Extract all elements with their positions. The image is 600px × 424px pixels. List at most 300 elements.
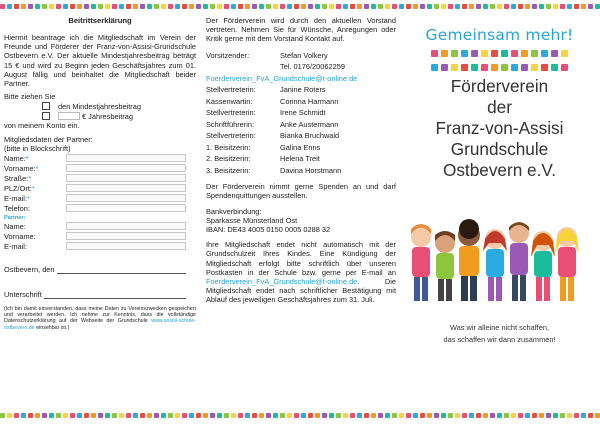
border-square — [490, 4, 495, 9]
cover-title — [403, 76, 596, 181]
border-square — [280, 4, 285, 9]
board-member-row — [206, 84, 396, 96]
logo-square — [481, 64, 488, 71]
border-square — [294, 413, 299, 418]
chair-phone: Tel. 0176/20062259 — [280, 62, 345, 72]
row-partner-vorname — [4, 231, 196, 241]
logo-square — [501, 50, 508, 57]
border-square — [406, 413, 411, 418]
logo-square — [541, 50, 548, 57]
privacy-end: einsehbar ist.) — [36, 324, 70, 331]
border-square — [483, 413, 488, 418]
border-square — [21, 413, 26, 418]
border-square — [455, 4, 460, 9]
border-square — [147, 413, 152, 418]
logo-square — [431, 64, 438, 71]
border-square — [560, 413, 565, 418]
border-square — [497, 413, 502, 418]
border-square — [14, 413, 19, 418]
border-square — [392, 413, 397, 418]
border-square — [77, 4, 82, 9]
border-square — [42, 413, 47, 418]
border-square — [336, 4, 341, 9]
logo-text: Gemeinsam mehr! — [425, 26, 574, 44]
border-square — [126, 413, 131, 418]
logo-square — [501, 64, 508, 71]
termination-email-link[interactable]: Foerderverein_FvA_Grundschule@t-online.de — [206, 276, 358, 286]
border-square — [245, 4, 250, 9]
bottom-color-border — [0, 413, 600, 419]
board-member-row — [206, 153, 396, 165]
logo-square — [461, 50, 468, 57]
border-square — [112, 4, 117, 9]
board-name: Bianka Bruchwald — [280, 131, 340, 141]
row-strasse — [4, 173, 196, 183]
border-square — [406, 4, 411, 9]
logo-square — [551, 64, 558, 71]
row-partner-email — [4, 241, 196, 251]
option-custom-fee[interactable] — [4, 111, 196, 121]
border-square — [14, 4, 19, 9]
border-square — [210, 413, 215, 418]
border-square — [518, 4, 523, 9]
border-square — [119, 413, 124, 418]
logo-square — [451, 64, 458, 71]
border-square — [532, 413, 537, 418]
title-line-4: Grundschule — [450, 139, 549, 159]
border-square — [238, 4, 243, 9]
border-square — [476, 4, 481, 9]
privacy-note — [4, 306, 196, 331]
border-square — [56, 4, 61, 9]
border-square — [539, 4, 544, 9]
place-date-row — [4, 265, 196, 274]
email-label: E-mail: — [4, 193, 27, 203]
board-member-row — [206, 130, 396, 142]
signature-line[interactable] — [44, 291, 186, 299]
border-square — [252, 413, 257, 418]
border-square — [35, 4, 40, 9]
border-square — [574, 413, 579, 418]
border-square — [462, 413, 467, 418]
member-data-heading: Mitgliedsdaten der Partner: — [4, 134, 93, 144]
border-square — [448, 413, 453, 418]
cover-panel — [403, 16, 596, 411]
logo-square — [481, 50, 488, 57]
border-square — [413, 413, 418, 418]
border-square — [301, 413, 306, 418]
border-square — [329, 413, 334, 418]
board-intro: Der Förderverein wird durch den aktuellen Vorstand vertreten. Nehmen Sie für Wünsche, Anregungen oder Kritik gerne mit dem Vorstand Kontakt auf. — [206, 16, 396, 44]
border-square — [588, 4, 593, 9]
border-square — [273, 4, 278, 9]
border-square — [154, 413, 159, 418]
border-square — [196, 4, 201, 9]
board-role: Stellvertreterin: — [206, 108, 256, 118]
board-member-row — [206, 96, 396, 108]
border-square — [98, 413, 103, 418]
border-square — [147, 4, 152, 9]
border-square — [518, 413, 523, 418]
border-square — [7, 4, 12, 9]
border-square — [399, 4, 404, 9]
border-square — [322, 4, 327, 9]
logo-square — [551, 50, 558, 57]
border-square — [140, 4, 145, 9]
border-square — [266, 4, 271, 9]
border-square — [399, 413, 404, 418]
board-info-panel — [206, 16, 396, 411]
board-list — [206, 84, 396, 176]
termination-note — [206, 240, 396, 304]
border-square — [0, 4, 5, 9]
border-square — [371, 4, 376, 9]
logo-square — [561, 50, 568, 57]
border-square — [84, 413, 89, 418]
border-square — [497, 4, 502, 9]
border-square — [0, 413, 5, 418]
border-square — [385, 4, 390, 9]
border-square — [217, 413, 222, 418]
place-date-line[interactable] — [57, 266, 186, 274]
logo-squares-row-2 — [403, 62, 596, 72]
border-square — [252, 4, 257, 9]
border-square — [434, 4, 439, 9]
chair-label: Vorsitzender: — [206, 50, 250, 60]
bank-heading: Bankverbindung: — [206, 206, 262, 216]
strasse-label: Straße: — [4, 173, 29, 183]
border-square — [259, 413, 264, 418]
border-square — [259, 4, 264, 9]
border-square — [357, 4, 362, 9]
border-square — [581, 4, 586, 9]
logo-square — [521, 64, 528, 71]
min-fee-checkbox[interactable] — [42, 102, 50, 110]
custom-fee-label: € Jahresbeitrag — [82, 111, 133, 121]
border-square — [56, 413, 61, 418]
required-star: * — [35, 163, 39, 173]
border-square — [322, 413, 327, 418]
partner-name-label: Name: — [4, 221, 26, 231]
child-figure — [411, 224, 431, 301]
required-star: * — [27, 193, 30, 203]
logo-square — [491, 64, 498, 71]
border-square — [392, 4, 397, 9]
email-field[interactable] — [66, 194, 186, 202]
logo-square — [511, 64, 518, 71]
border-square — [161, 4, 166, 9]
termination-text-2: . Die Mitgliedschaft endet nach schriftlicher Bestätigung mit Ablauf des jeweiligen Geschäftsjahres zum 31. Juli. — [206, 276, 396, 305]
border-square — [133, 4, 138, 9]
border-square — [441, 4, 446, 9]
border-square — [42, 4, 47, 9]
slogan — [403, 322, 596, 346]
border-square — [546, 4, 551, 9]
border-square — [329, 4, 334, 9]
logo-square — [511, 50, 518, 57]
telefon-field[interactable] — [66, 204, 186, 212]
logo-squares-row-1 — [403, 48, 596, 58]
border-square — [504, 4, 509, 9]
border-square — [462, 4, 467, 9]
border-square — [63, 413, 68, 418]
strasse-field[interactable] — [66, 174, 186, 182]
border-square — [546, 413, 551, 418]
border-square — [581, 413, 586, 418]
child-figure — [435, 231, 455, 301]
border-square — [539, 413, 544, 418]
border-square — [224, 4, 229, 9]
border-square — [476, 413, 481, 418]
board-role: Kassenwartin: — [206, 96, 253, 106]
border-square — [70, 4, 75, 9]
board-role: Stellvertreterin: — [206, 85, 256, 95]
donation-note: Der Förderverein nimmt gerne Spenden an und darf Spendenquittungen ausstellen. — [206, 182, 396, 201]
board-name: Janine Roters — [280, 85, 326, 95]
board-role: Stellvertreterin: — [206, 131, 256, 141]
partner-email-label: E-mail: — [4, 241, 27, 251]
chair-row — [206, 50, 396, 62]
border-square — [168, 4, 173, 9]
child-figure — [509, 222, 529, 301]
border-square — [553, 4, 558, 9]
child-figure — [458, 219, 480, 301]
border-square — [511, 413, 516, 418]
child-figure — [531, 231, 555, 301]
child-figure — [483, 229, 507, 301]
required-star: * — [28, 173, 32, 183]
row-telefon — [4, 203, 196, 213]
border-square — [595, 413, 600, 418]
border-square — [280, 413, 285, 418]
privacy-text: (Ich bin damit einverstanden, dass meine Daten zu Vereinszwecken gespeichert und verarbeitet werden. Ich nehme zur Kenntnis, dass die vollständige Datenschutzerklärung auf der Webseite der Grundschule — [4, 306, 196, 325]
border-square — [245, 413, 250, 418]
border-square — [455, 413, 460, 418]
plz-field[interactable] — [66, 184, 186, 192]
slogan-line-2: das schaffen wir dann zusammen! — [443, 335, 556, 344]
board-role: 1. Beisitzerin: — [206, 142, 251, 152]
form-intro: Hiermit beantrage ich die Mitgliedschaft im Verein der Freunde und Förderer der Franz-von-Assisi-Grundschule Ostbevern e.V. Der aktuelle Mindestjahresbeitrag beträgt 15 € und wird zu Beginn jeden Geschäftsjahres zum 01. August fällig und beinhaltet die Mitgliedschaft beider Partner. — [4, 33, 196, 89]
board-member-row — [206, 142, 396, 154]
border-square — [28, 413, 33, 418]
logo-square — [541, 64, 548, 71]
border-square — [287, 4, 292, 9]
border-square — [574, 4, 579, 9]
border-square — [294, 4, 299, 9]
partner-vorname-field[interactable] — [66, 232, 186, 240]
logo-square — [441, 64, 448, 71]
border-square — [595, 4, 600, 9]
board-name: Galina Enns — [280, 142, 321, 152]
border-square — [105, 413, 110, 418]
border-square — [126, 4, 131, 9]
vorname-field[interactable] — [66, 164, 186, 172]
signature-label: Unterschrift — [4, 290, 42, 300]
border-square — [308, 413, 313, 418]
children-illustration — [403, 199, 588, 309]
signature-row — [4, 290, 196, 299]
border-square — [91, 4, 96, 9]
border-square — [448, 4, 453, 9]
title-line-5: Ostbevern e.V. — [442, 160, 557, 180]
border-square — [21, 4, 26, 9]
board-member-row — [206, 119, 396, 131]
logo-square — [431, 50, 438, 57]
border-square — [364, 4, 369, 9]
border-square — [434, 413, 439, 418]
vorname-label: Vorname: — [4, 163, 36, 173]
border-square — [560, 4, 565, 9]
board-name: Irene Schmidt — [280, 108, 326, 118]
school-website-link[interactable]: www.assisi-schule-ostbevern.de — [4, 318, 196, 331]
row-vorname — [4, 163, 196, 173]
border-square — [301, 4, 306, 9]
border-square — [532, 4, 537, 9]
board-name: Corinna Harmann — [280, 96, 339, 106]
border-square — [308, 4, 313, 9]
border-square — [203, 4, 208, 9]
logo-square — [491, 50, 498, 57]
partner-name-field[interactable] — [66, 222, 186, 230]
border-square — [420, 413, 425, 418]
border-square — [343, 413, 348, 418]
border-square — [182, 4, 187, 9]
name-field[interactable] — [66, 154, 186, 162]
option-min-fee[interactable] — [4, 101, 196, 111]
border-square — [161, 413, 166, 418]
plz-label: PLZ/Ort: — [4, 183, 32, 193]
custom-fee-checkbox[interactable] — [42, 112, 50, 120]
pull-label: Bitte ziehen Sie — [4, 92, 56, 102]
border-square — [490, 413, 495, 418]
title-line-3: Franz-von-Assisi — [435, 118, 564, 138]
custom-fee-amount-field[interactable] — [58, 112, 80, 120]
row-partner-name — [4, 221, 196, 231]
border-square — [91, 413, 96, 418]
border-square — [357, 413, 362, 418]
membership-form-panel — [4, 16, 196, 411]
board-role: 2. Beisitzerin: — [206, 154, 251, 164]
border-square — [112, 413, 117, 418]
border-square — [364, 413, 369, 418]
border-square — [28, 4, 33, 9]
border-square — [35, 413, 40, 418]
border-square — [378, 4, 383, 9]
border-square — [238, 413, 243, 418]
association-email[interactable]: Foerderverein_FvA_Grundschule@t-online.de — [206, 73, 358, 83]
border-square — [567, 4, 572, 9]
border-square — [343, 4, 348, 9]
border-square — [588, 413, 593, 418]
logo-square — [561, 64, 568, 71]
partner-label: Partner: — [4, 215, 26, 222]
border-square — [196, 413, 201, 418]
border-square — [63, 4, 68, 9]
slogan-line-1: Was wir alleine nicht schaffen, — [450, 323, 549, 332]
border-square — [350, 413, 355, 418]
border-square — [49, 4, 54, 9]
border-square — [140, 413, 145, 418]
border-square — [504, 413, 509, 418]
name-label: Name: — [4, 153, 26, 163]
chair-phone-row — [206, 61, 396, 73]
termination-text-1: Ihre Mitgliedschaft endet nicht automatisch mit der Grundschulzeit Ihres Kindes. Eine Kündigung der Mitgliedschaft erfolgt bitte schriftlich über unseren Postkasten in der Schule bzw. gerne per E-mail an — [206, 240, 396, 277]
border-square — [385, 413, 390, 418]
board-member-row — [206, 165, 396, 177]
border-square — [70, 413, 75, 418]
border-square — [469, 413, 474, 418]
border-square — [217, 4, 222, 9]
border-square — [231, 4, 236, 9]
border-square — [224, 413, 229, 418]
border-square — [427, 413, 432, 418]
logo-square — [461, 64, 468, 71]
border-square — [168, 413, 173, 418]
border-square — [175, 413, 180, 418]
border-square — [350, 4, 355, 9]
border-square — [105, 4, 110, 9]
board-member-row — [206, 107, 396, 119]
title-line-1: Förderverein — [450, 76, 549, 96]
block-letters-note: (bitte in Blockschrift) — [4, 143, 71, 153]
border-square — [315, 413, 320, 418]
border-square — [511, 4, 516, 9]
border-square — [154, 4, 159, 9]
logo-square — [531, 64, 538, 71]
border-square — [182, 413, 187, 418]
border-square — [175, 4, 180, 9]
border-square — [77, 413, 82, 418]
row-name — [4, 153, 196, 163]
border-square — [427, 4, 432, 9]
required-star: * — [25, 153, 29, 163]
border-square — [378, 413, 383, 418]
border-square — [273, 413, 278, 418]
border-square — [336, 413, 341, 418]
child-figure — [555, 227, 579, 301]
border-square — [441, 413, 446, 418]
border-square — [203, 413, 208, 418]
logo-square — [471, 50, 478, 57]
border-square — [49, 413, 54, 418]
row-plz — [4, 183, 196, 193]
telefon-label: Telefon: — [4, 203, 30, 213]
logo-square — [451, 50, 458, 57]
border-square — [413, 4, 418, 9]
board-name: Anke Austermann — [280, 119, 339, 129]
border-square — [189, 4, 194, 9]
border-square — [98, 4, 103, 9]
top-color-border — [0, 4, 600, 10]
min-fee-label: den Mindestjahresbeitrag — [58, 101, 141, 111]
border-square — [287, 413, 292, 418]
board-name: Helena Treit — [280, 154, 320, 164]
border-square — [315, 4, 320, 9]
border-square — [133, 413, 138, 418]
border-square — [189, 413, 194, 418]
border-square — [231, 413, 236, 418]
partner-email-field[interactable] — [66, 242, 186, 250]
chair-name: Stefan Volkery — [280, 50, 328, 60]
border-square — [84, 4, 89, 9]
border-square — [7, 413, 12, 418]
board-role: 3. Beisitzerin: — [206, 165, 251, 175]
required-star: * — [31, 183, 35, 193]
account-text: von meinem Konto ein. — [4, 121, 80, 131]
title-line-2: der — [487, 97, 512, 117]
border-square — [266, 413, 271, 418]
border-square — [553, 413, 558, 418]
